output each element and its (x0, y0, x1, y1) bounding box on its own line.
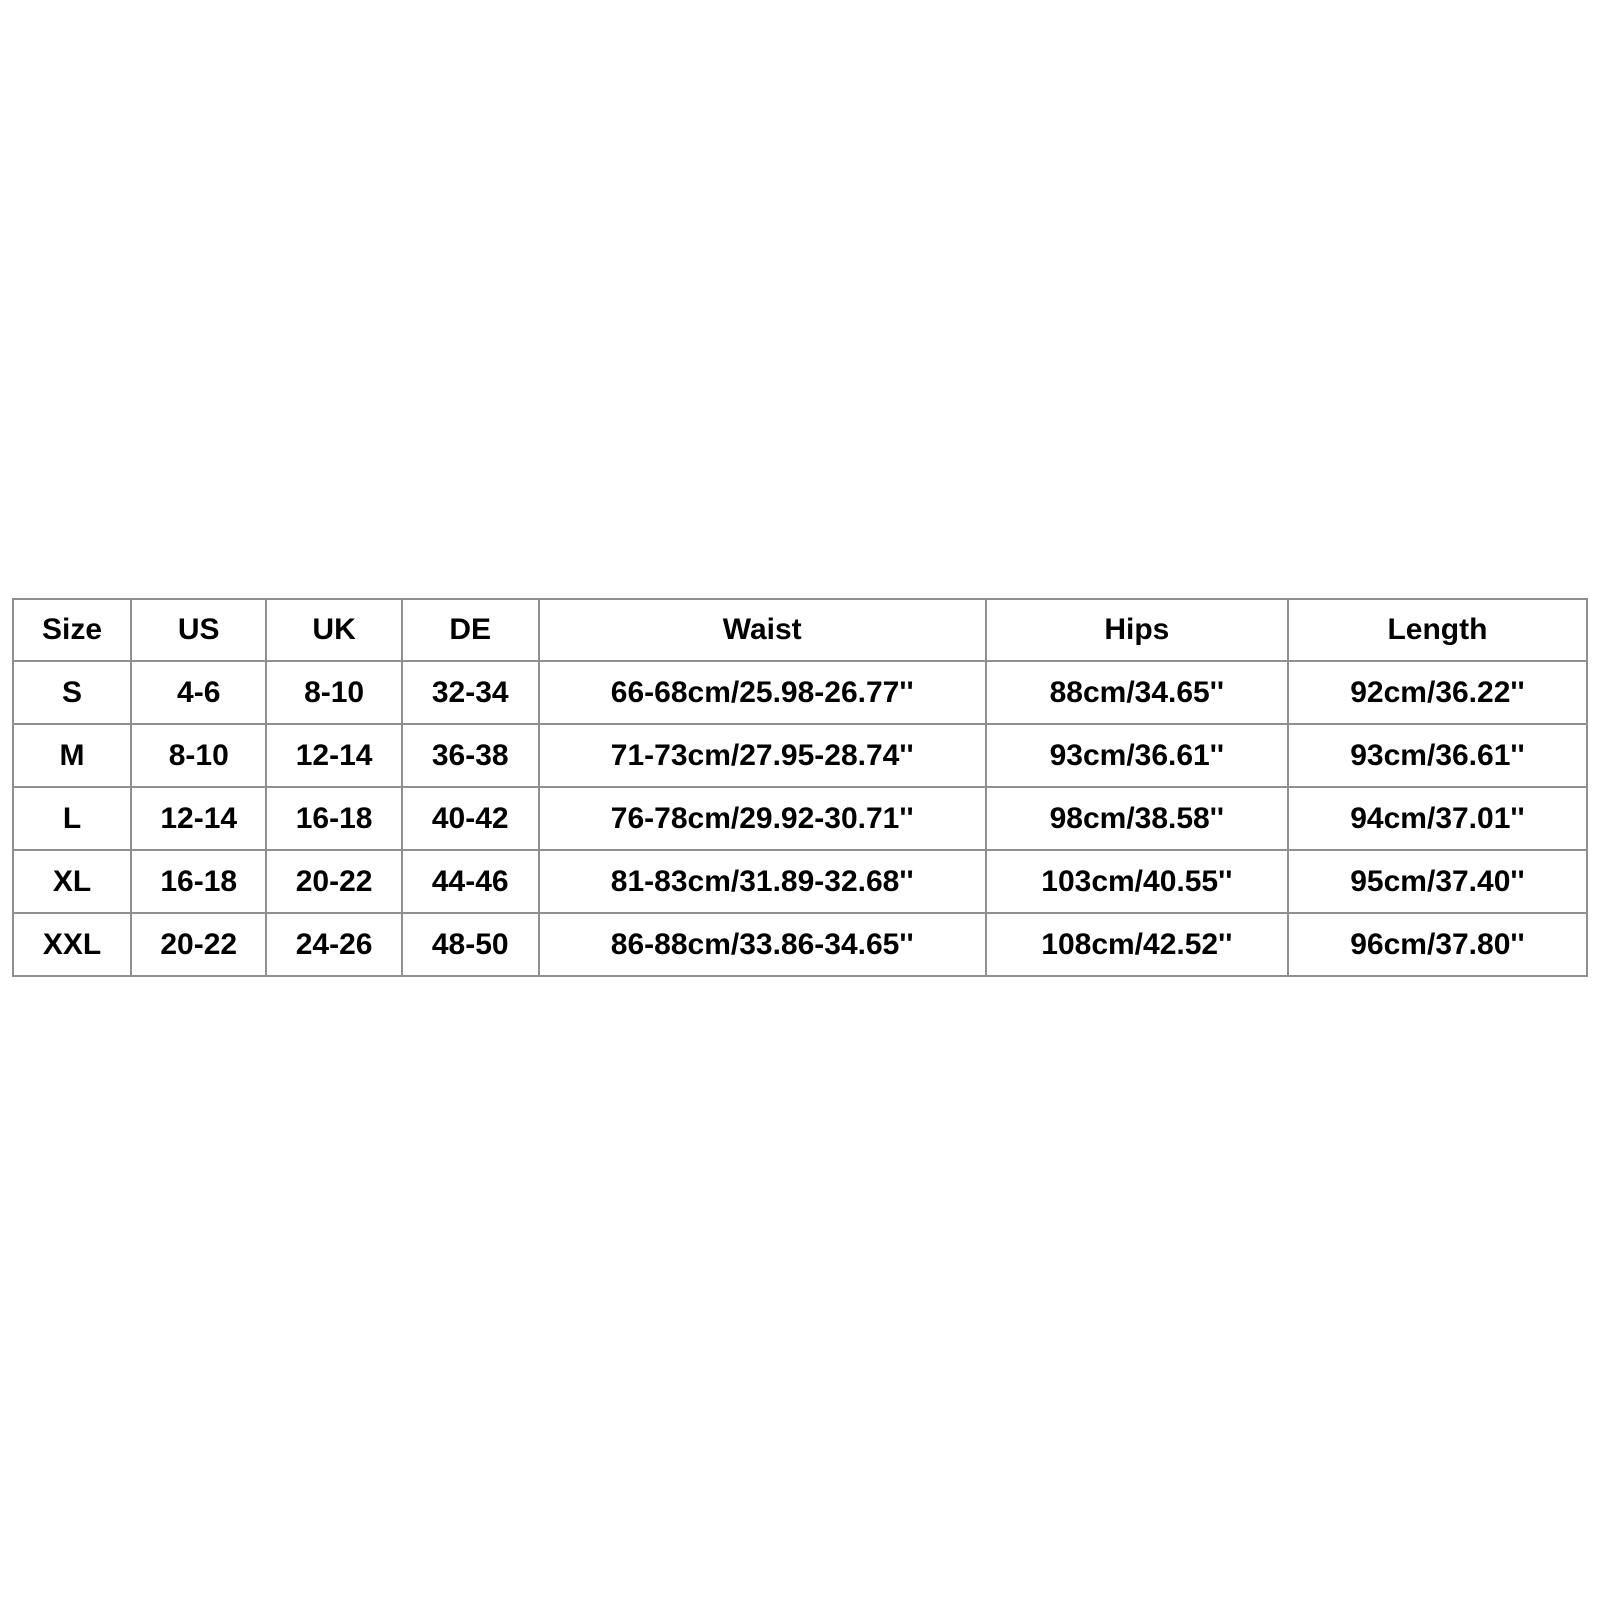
cell-hips: 98cm/38.58'' (986, 787, 1288, 850)
column-header-size: Size (13, 599, 131, 661)
table-row-size-l (13, 787, 1587, 850)
cell-de: 44-46 (402, 850, 539, 913)
cell-us: 16-18 (131, 850, 266, 913)
cell-hips: 93cm/36.61'' (986, 724, 1288, 787)
cell-hips: 108cm/42.52'' (986, 913, 1288, 976)
cell-de: 40-42 (402, 787, 539, 850)
cell-uk: 24-26 (266, 913, 401, 976)
size-label-cell: XL (13, 850, 131, 913)
size-label-cell: S (13, 661, 131, 724)
cell-waist: 66-68cm/25.98-26.77'' (539, 661, 986, 724)
cell-waist: 81-83cm/31.89-32.68'' (539, 850, 986, 913)
size-label-cell: L (13, 787, 131, 850)
cell-de: 36-38 (402, 724, 539, 787)
cell-length: 92cm/36.22'' (1288, 661, 1587, 724)
column-header-hips: Hips (986, 599, 1288, 661)
cell-de: 48-50 (402, 913, 539, 976)
cell-length: 93cm/36.61'' (1288, 724, 1587, 787)
table-row-size-s (13, 661, 1587, 724)
cell-waist: 86-88cm/33.86-34.65'' (539, 913, 986, 976)
cell-waist: 76-78cm/29.92-30.71'' (539, 787, 986, 850)
cell-uk: 16-18 (266, 787, 401, 850)
cell-uk: 8-10 (266, 661, 401, 724)
cell-hips: 103cm/40.55'' (986, 850, 1288, 913)
column-header-de: DE (402, 599, 539, 661)
cell-uk: 20-22 (266, 850, 401, 913)
column-header-us: US (131, 599, 266, 661)
cell-length: 95cm/37.40'' (1288, 850, 1587, 913)
column-header-waist: Waist (539, 599, 986, 661)
cell-length: 94cm/37.01'' (1288, 787, 1587, 850)
column-header-length: Length (1288, 599, 1587, 661)
cell-us: 4-6 (131, 661, 266, 724)
size-chart-body (13, 661, 1587, 976)
cell-us: 8-10 (131, 724, 266, 787)
size-chart-table (12, 598, 1588, 977)
table-row-size-m (13, 724, 1587, 787)
cell-us: 12-14 (131, 787, 266, 850)
table-row-size-xl (13, 850, 1587, 913)
cell-waist: 71-73cm/27.95-28.74'' (539, 724, 986, 787)
column-header-uk: UK (266, 599, 401, 661)
cell-us: 20-22 (131, 913, 266, 976)
header-row (13, 599, 1587, 661)
cell-hips: 88cm/34.65'' (986, 661, 1288, 724)
cell-uk: 12-14 (266, 724, 401, 787)
cell-de: 32-34 (402, 661, 539, 724)
size-label-cell: XXL (13, 913, 131, 976)
size-chart-region (12, 598, 1588, 977)
size-label-cell: M (13, 724, 131, 787)
cell-length: 96cm/37.80'' (1288, 913, 1587, 976)
table-row-size-xxl (13, 913, 1587, 976)
